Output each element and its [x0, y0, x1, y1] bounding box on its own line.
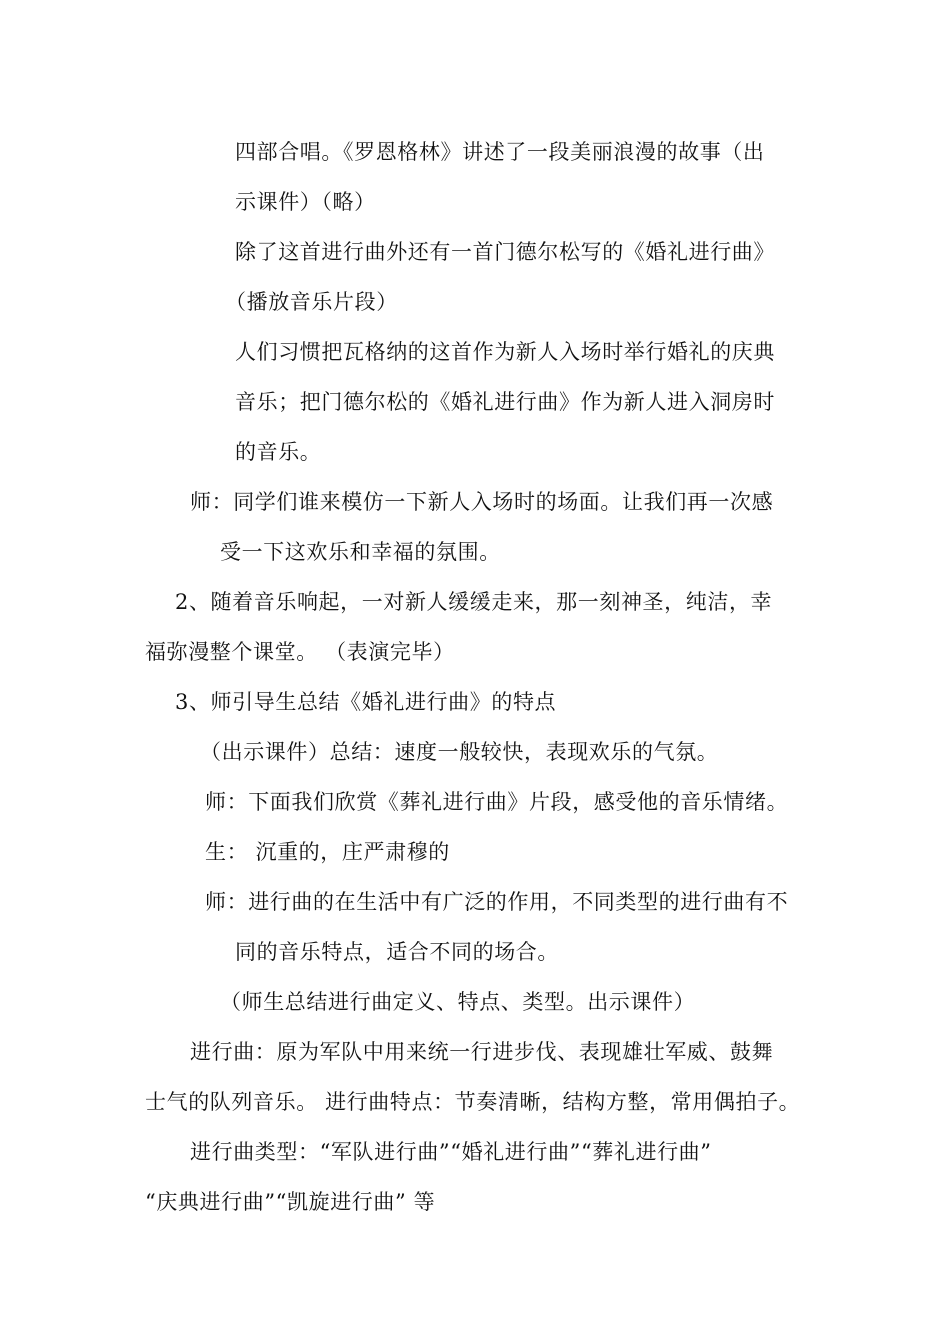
text-line: （出示课件）总结：速度一般较快，表现欢乐的气氛。: [200, 740, 719, 764]
text-line: （师生总结进行曲定义、特点、类型。出示课件）: [220, 990, 696, 1014]
text-line: 人们习惯把瓦格纳的这首作为新人入场时举行婚礼的庆典: [235, 340, 775, 364]
text-line: 受一下这欢乐和幸福的氛围。: [220, 540, 501, 564]
text-line: 四部合唱。《罗恩格林》讲述了一段美丽浪漫的故事（出: [235, 140, 765, 164]
text-line: “庆典进行曲”“凯旋进行曲” 等: [145, 1190, 436, 1214]
text-line: 师：同学们谁来模仿一下新人入场时的场面。让我们再一次感: [190, 490, 774, 514]
text-line: 师：进行曲的在生活中有广泛的作用，不同类型的进行曲有不: [205, 890, 789, 914]
text-line: 师：下面我们欣赏《葬礼进行曲》片段，感受他的音乐情绪。: [205, 790, 789, 814]
text-line: 进行曲：原为军队中用来统一行进步伐、表现雄壮军威、鼓舞: [190, 1040, 774, 1064]
text-line: 的音乐。: [235, 440, 322, 464]
text-line: 示课件）（略）: [235, 190, 376, 214]
text-line: 进行曲类型：“军队进行曲”“婚礼进行曲”“葬礼进行曲”: [190, 1140, 712, 1164]
text-line: 音乐；把门德尔松的《婚礼进行曲》作为新人进入洞房时: [235, 390, 775, 414]
text-line: 除了这首进行曲外还有一首门德尔松写的《婚礼进行曲》: [235, 240, 775, 264]
text-line: 3、师引导生总结《婚礼进行曲》的特点: [175, 690, 557, 714]
text-line: （播放音乐片段）: [225, 290, 398, 314]
text-line: 福弥漫整个课堂。 （表演完毕）: [145, 640, 455, 664]
text-line: 2、随着音乐响起，一对新人缓缓走来，那一刻神圣，纯洁，幸: [175, 590, 773, 614]
text-line: 同的音乐特点，适合不同的场合。: [235, 940, 559, 964]
text-line: 士气的队列音乐。 进行曲特点：节奏清晰，结构方整，常用偶拍子。: [145, 1090, 801, 1114]
text-line: 生： 沉重的，庄严肃穆的: [205, 840, 450, 864]
